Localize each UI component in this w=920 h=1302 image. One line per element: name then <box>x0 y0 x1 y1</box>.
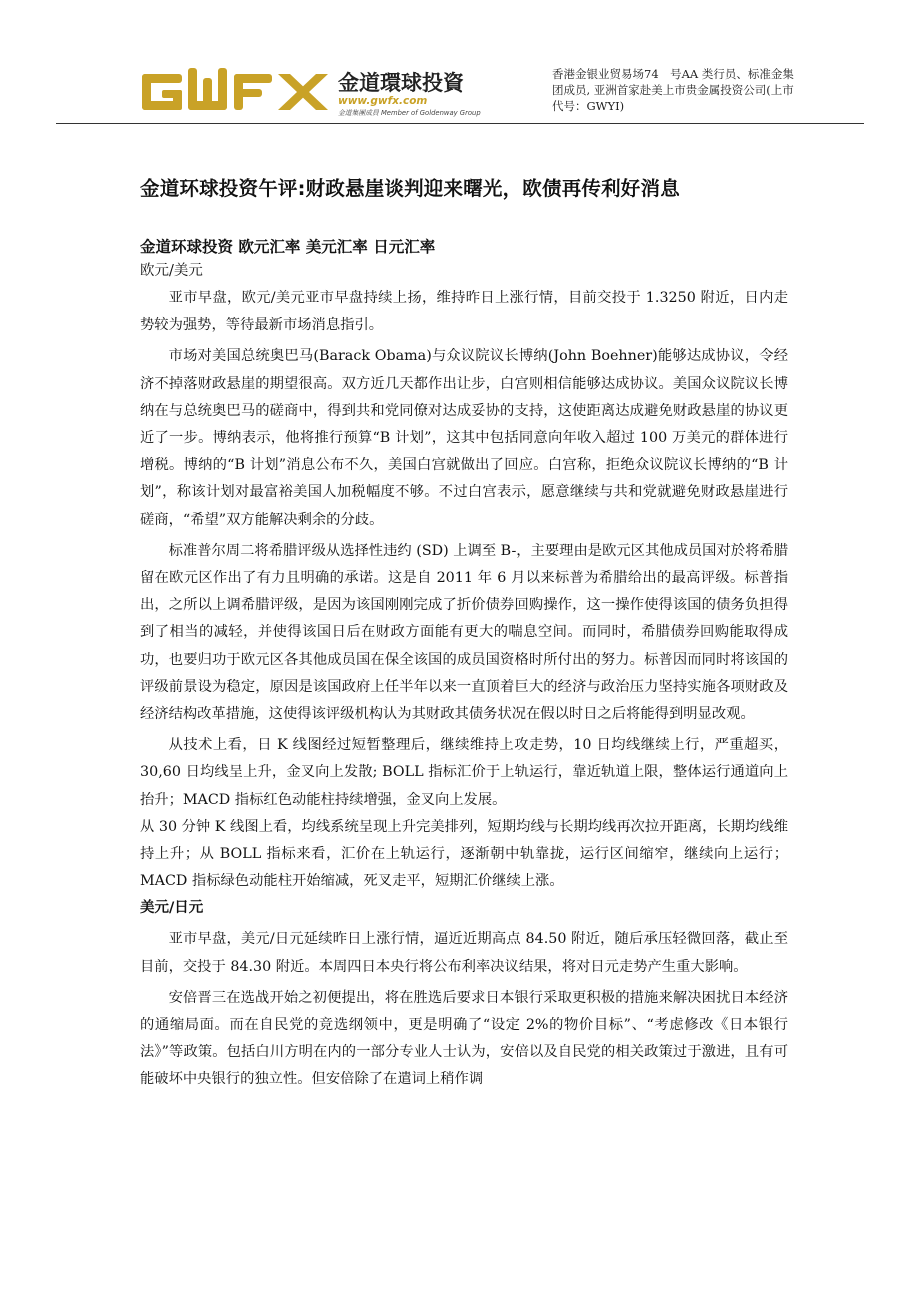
brand-member-line: 金道集團成員 Member of Goldenway Group <box>338 109 481 117</box>
article-title: 金道环球投资午评:财政悬崖谈判迎来曙光，欧债再传利好消息 <box>140 177 680 200</box>
brand-name-cn: 金道環球投資 <box>338 71 464 95</box>
article-tags: 金道环球投资 欧元汇率 美元汇率 日元汇率 <box>140 238 436 256</box>
section-heading-eurusd: 欧元/美元 <box>140 263 203 279</box>
gwfx-logo-mark <box>140 62 500 118</box>
header-divider <box>56 123 864 124</box>
paragraph: 亚市早盘，欧元/美元亚市早盘持续上扬，维持昨日上涨行情，目前交投于 1.3250 附近，日内走势较为强势，等待最新市场消息指引。 <box>140 290 788 334</box>
company-registration-note: 香港金银业贸易场74 号AA 类行员、标准金集团成员, 亚洲首家赴美上市贵金属投资公司(上市代号：GWYI) <box>552 67 794 113</box>
paragraph: 市场对美国总统奥巴马(Barack Obama)与众议院议长博纳(John Boehner)能够达成协议，令经济不掉落财政悬崖的期望很高。双方近几天都作出让步，白宫则相信能够达成协议。美国众议院议长博纳在与总统奥巴马的磋商中，得到共和党同僚对达成妥协的支持，这使距离达成避免财政悬崖的协议更近了一步。博纳表示，他将推行预算“B 计划”，这其中包括同意向年收入超过 100 万美元的群体进行增税。博纳的“B 计划”消息公布不久，美国白宫就做出了回应。白宫称，拒绝众议院议长博纳的“B 计划”，称该计划对最富裕美国人加税幅度不够。不过白宫表示，愿意继续与共和党就避免财政悬崖进行磋商，“希望”双方能解决剩余的分歧。 <box>140 348 788 528</box>
paragraph: 亚市早盘，美元/日元延续昨日上涨行情，逼近近期高点 84.50 附近，随后承压轻微回落，截止至目前，交投于 84.30 附近。本周四日本央行将公布利率决议结果，将对日元走势产生重大影响。 <box>140 931 788 975</box>
paragraph: 标准普尔周二将希腊评级从选择性违约 (SD) 上调至 B-，主要理由是欧元区其他成员国对於将希腊留在欧元区作出了有力且明确的承诺。这是自 2011 年 6 月以来标普为希腊给出的最高评级。标普指出，之所以上调希腊评级，是因为该国刚刚完成了折价债券回购操作，这一操作使得该国的债务负担得到了相当的减轻，并使得该国日后在财政方面能有更大的喘息空间。而同时，希腊债券回购能取得成功，也要归功于欧元区各其他成员国在保全该国的成员国资格时所付出的努力。标普因而同时将该国的评级前景设为稳定，原因是该国政府上任半年以来一直顶着巨大的经济与政治压力坚持实施各项财政及经济结构改革措施，这使得该评级机构认为其财政其债务状况在假以时日之后将能得到明显改观。 <box>140 542 788 723</box>
paragraph: 从技术上看，日 K 线图经过短暂整理后，继续维持上攻走势，10 日均线继续上行，严重超买，30,60 日均线呈上升，金叉向上发散; BOLL 指标汇价于上轨运行，靠近轨道上限，整体运行通道向上抬升；MACD 指标红色动能柱持续增强，金叉向上发展。 <box>140 737 788 808</box>
section-heading-usdjpy: 美元/日元 <box>140 900 204 917</box>
page-header <box>0 0 920 128</box>
paragraph: 从 30 分钟 K 线图上看，均线系统呈现上升完美排列，短期均线与长期均线再次拉开距离，长期均线维持上升；从 BOLL 指标来看，汇价在上轨运行，逐渐朝中轨靠拢，运行区间缩窄，继续向上运行；MACD 指标绿色动能柱开始缩减，死叉走平，短期汇价继续上涨。 <box>140 818 788 890</box>
article-body <box>140 170 788 1094</box>
brand-url: www.gwfx.com <box>338 95 428 107</box>
company-logo <box>140 62 500 118</box>
paragraph: 安倍晋三在选战开始之初便提出，将在胜选后要求日本银行采取更积极的措施来解决困扰日本经济的通缩局面。而在自民党的竞选纲领中，更是明确了“设定 2%的物价目标”、“考虑修改《日本银行法》”等政策。包括白川方明在内的一部分专业人士认为，安倍以及自民党的相关政策过于激进，且有可能破坏中央银行的独立性。但安倍除了在遣词上稍作调 <box>140 989 788 1088</box>
